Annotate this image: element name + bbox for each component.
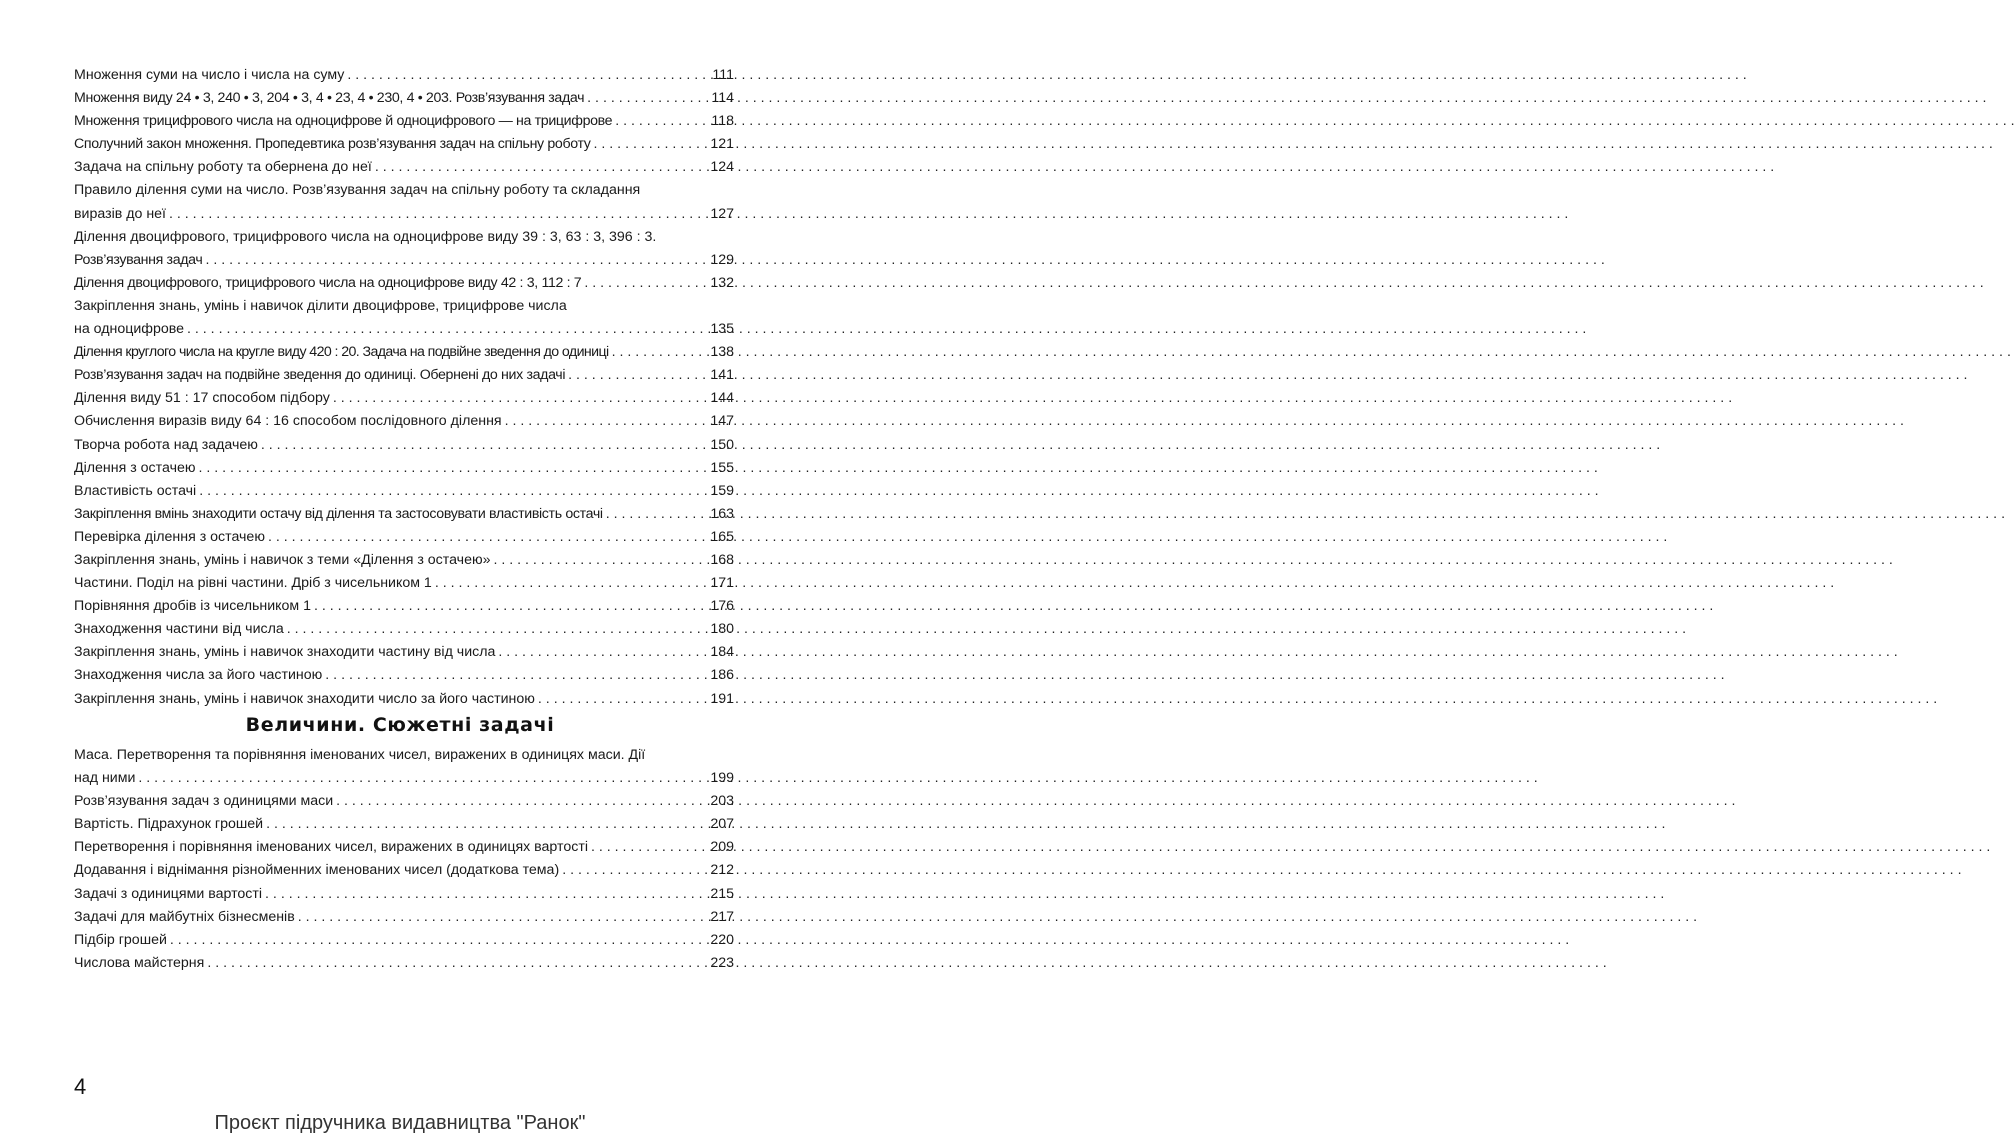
toc-entry-page: 114 [711,90,734,107]
toc-entry [74,87,734,110]
toc-entry-title: Закріплення вмінь знаходити остачу від ділення та застосовувати властивість остачі [74,505,603,522]
toc-entry-page: 121 [710,136,734,153]
leader-dots [494,549,708,572]
leader-dots [336,790,707,813]
toc-entry [74,952,734,975]
toc-entry-page: 217 [710,908,734,925]
page-number: 4 [74,1074,87,1099]
toc-entry [74,110,734,133]
toc-entry [74,179,734,225]
toc-entry-page: 124 [710,159,734,176]
toc-entry [74,790,734,813]
toc-entry-title: Ділення двоцифрового, трицифрового числа на одноцифрове виду 42 : 3, 112 : 7 [74,274,582,291]
leader-dots [268,526,707,549]
leader-dots [584,272,707,295]
leader-dots [587,87,708,110]
toc-entry-title: Ділення з остачею [74,459,196,476]
toc-entry-page: 184 [710,644,734,661]
toc-entry [74,64,734,87]
toc-entry [74,744,734,790]
leader-dots [205,249,707,272]
toc-entry-page: 168 [710,551,734,568]
toc-entry-title-line2: Розв’язування задач [74,251,203,268]
toc-entry-page: 129 [710,251,734,268]
leader-dots [325,664,707,687]
leader-dots [261,434,707,457]
toc-entry [74,883,734,906]
leader-dots [594,133,708,156]
leader-dots [498,641,707,664]
toc-entry-page: 220 [710,931,734,948]
toc-entry-page: 159 [710,482,734,499]
leader-dots [435,572,708,595]
leader-dots [287,618,708,641]
leader-dots [170,929,707,952]
toc-entry-page: 141 [710,367,734,384]
toc-entry-title-line1: Правило ділення суми на число. Розв’язування задач на спільну роботу та складання [74,182,641,199]
leader-dots [138,767,707,790]
leader-dots [314,595,707,618]
toc-entry-page: 176 [710,598,734,615]
toc-entry-page: 180 [710,621,734,638]
toc-entry-title-line2: виразів до неї [74,205,166,222]
leader-dots [266,813,707,836]
toc-entry-page: 111 [712,67,734,83]
toc-entry-title: Порівняння дробів із чисельником 1 [74,598,311,615]
toc-entry-title-line1: Закріплення знань, умінь і навичок ділити двоцифрове, трицифрове числа [74,297,567,314]
leader-dots [591,836,707,859]
toc-entry [74,272,734,295]
toc-entry-title: Ділення виду 51 : 17 способом підбору [74,390,330,407]
leader-dots [562,859,707,882]
leader-dots [347,64,709,87]
toc-entry [74,836,734,859]
toc-entry-title-line1: Ділення двоцифрового, трицифрового числа на одноцифрове виду 39 : 3, 63 : 3, 396 : 3. [74,228,657,245]
leader-dots [265,883,707,906]
toc-entry-page: 223 [710,954,734,971]
leader-dots [568,364,707,387]
toc-entry [74,859,734,882]
leader-dots [298,906,708,929]
toc-entry-title: Підбір грошей [74,931,167,948]
leader-dots [538,688,707,711]
toc-entry-title: Ділення круглого числа на кругле виду 420 : 20. Задача на подвійне зведення до одиниці [74,344,609,361]
toc-entry [74,341,734,364]
toc-entry-title-line2: на одноцифрове [74,321,185,338]
toc-entry-page: 171 [710,575,734,592]
toc-entry-title: Вартість. Підрахунок грошей [74,816,264,833]
toc-entry-title: Перевірка ділення з остачею [74,528,265,545]
toc-entry [74,503,734,526]
toc-entry-title: Задачі з одиницями вартості [74,885,263,902]
toc-entry-title: Частини. Поділ на рівні частини. Дріб з чисельником 1 [74,575,432,592]
toc-entry [74,480,734,503]
toc-entry-page: 209 [710,839,734,856]
toc-entry [74,457,734,480]
toc-entry-title: Знаходження числа за його частиною [74,667,323,684]
toc-entry-page: 118 [711,113,734,130]
toc-entry-page: 215 [710,885,734,902]
toc-entry-page: 207 [710,816,734,833]
toc-entry-title: Задача на спільну роботу та обернена до неї [74,159,372,176]
toc-entry-page: 138 [710,344,734,361]
toc-entry-title-line2: над ними [74,770,136,787]
toc-entry-page: 163 [710,505,734,522]
toc-entry-title: Задачі для майбутніх бізнесменів [74,908,295,925]
toc-entry-title: Додавання і віднімання різнойменних іменованих чисел (додаткова тема) [74,862,560,879]
toc-entry [74,387,734,410]
section-heading: Величини. Сюжетні задачі [245,714,555,736]
toc-entry-page: 212 [710,862,734,879]
toc-entry [74,618,734,641]
leader-dots [199,457,708,480]
leader-dots [187,318,707,341]
leader-dots [333,387,708,410]
toc-entry-title: Розв’язування задач на подвійне зведення до одиниці. Обернені до них задачі [74,367,566,384]
footer-publisher-note: Проєкт підручника видавництва "Ранок" [214,1112,586,1134]
toc-entry-page: 135 [710,321,734,338]
leader-dots [169,203,707,226]
toc-entry [74,572,734,595]
toc-entry-page: 150 [710,436,734,453]
toc-entry [74,595,734,618]
toc-entry-page: 199 [710,770,734,787]
toc-entry-title: Закріплення знань, умінь і навичок з теми «Ділення з остачею» [74,551,491,568]
leader-dots [375,156,707,179]
leader-dots [207,952,707,975]
leader-dots [199,480,707,503]
toc-entry-title: Множення трицифрового числа на одноцифрове й одноцифрового — на трицифрове [74,113,613,130]
toc-entry-page: 147 [710,413,734,430]
toc-entry-title: Знаходження частини від числа [74,621,284,638]
toc-entry-title: Сполучний закон множення. Пропедевтика розв’язування задач на спільну роботу [74,136,591,153]
toc-entry-page: 155 [710,459,734,476]
toc-entry [74,813,734,836]
toc-entry-page: 132 [710,274,734,291]
toc-entry [74,526,734,549]
toc-entry-title-line1: Маса. Перетворення та порівняння іменованих чисел, виражених в одиницях маси. Дії [74,747,646,763]
toc-entry-title: Закріплення знань, умінь і навичок знаходити число за його частиною [74,690,535,707]
leader-dots [612,341,708,364]
toc-entry [74,295,734,341]
toc-entry [74,364,734,387]
toc-entry-page: 127 [710,205,734,222]
toc-entry [74,410,734,433]
toc-entry-title: Перетворення і порівняння іменованих чисел, виражених в одиницях вартості [74,839,588,856]
toc-list-arithmetic [74,64,734,711]
toc-entry [74,226,734,272]
toc-entry [74,906,734,929]
toc-entry-page: 165 [710,528,734,545]
toc-entry-title: Розв’язування задач з одиницями маси [74,793,334,810]
leader-dots [606,503,708,526]
toc-entry [74,641,734,664]
toc-entry-title: Закріплення знань, умінь і навичок знаходити частину від числа [74,644,496,661]
leader-dots [615,110,708,133]
toc-entry-page: 144 [710,390,734,407]
toc-entry-title: Числова майстерня [74,954,205,971]
toc-list-quantities [74,744,734,975]
toc-entry-page: 191 [710,690,734,707]
toc-entry-title: Множення суми на число і числа на суму [74,67,345,83]
toc-entry [74,664,734,687]
toc-entry [74,434,734,457]
toc-entry-title: Обчислення виразів виду 64 : 16 способом послідовного ділення [74,413,502,430]
toc-entry-page: 203 [710,793,734,810]
toc-entry [74,688,734,711]
toc-entry [74,929,734,952]
toc-entry [74,156,734,179]
toc-entry-page: 186 [710,667,734,684]
toc-entry [74,133,734,156]
toc-entry-title: Творча робота над задачею [74,436,258,453]
toc-entry-title: Властивість остачі [74,482,197,499]
leader-dots [505,410,708,433]
toc-entry [74,549,734,572]
toc-entry-title: Множення виду 24 • 3, 240 • 3, 204 • 3, 4 • 23, 4 • 230, 4 • 203. Розв’язування задач [74,90,585,107]
